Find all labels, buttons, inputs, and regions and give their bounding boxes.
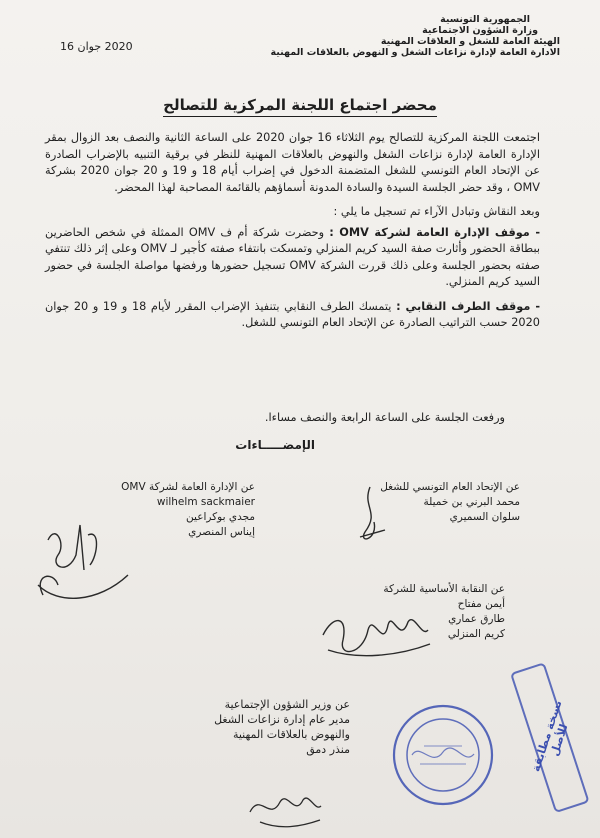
ministry-line: عن وزير الشؤون الإجتماعية — [224, 698, 350, 711]
signatory-name: طارق عماري — [448, 613, 505, 625]
signatory-name: سلوان السميري — [449, 511, 520, 523]
letterhead-line: الجمهورية التونسية — [440, 14, 530, 25]
signatory-name: إيناس المنصري — [188, 526, 255, 538]
omv-position-label: - موقف الإدارة العامة لشركة OMV : — [329, 225, 541, 239]
signatures-heading: الإمضـــــاءات — [235, 438, 315, 452]
handwritten-signature — [340, 482, 410, 552]
ugtt-heading: عن الإتحاد العام التونسي للشغل — [380, 481, 520, 493]
signatory-name: محمد البرني بن خميلة — [423, 496, 520, 508]
official-stamp-icon — [390, 702, 496, 808]
signatory-name: مجدي بوكراعين — [186, 511, 255, 523]
document-title — [60, 96, 540, 114]
letterhead-line: الهيئة العامة للشغل و العلاقات المهنية — [380, 36, 560, 47]
union-heading: عن النقابة الأساسية للشركة — [383, 583, 505, 595]
handwritten-signature — [28, 515, 138, 610]
discussion-paragraph: وبعد النقاش وتبادل الآراء تم تسجيل ما يلي : — [333, 205, 540, 218]
omv-position-text: وحضرت شركة أم ف OMV الممثلة في شخص الحاضرين ببطاقة الحضور وأثارت صفة السيد كريم المنزلي وتمسكت بانتفاء صفته كأجير لـ OMV وعلى إثر ذلك تنتفي صفته بحضور الجلسة وعلى ذلك قررت الشركة OMV تسجيل حضورها ورفضها مواصلة الجلسة في حضور السيد كريم المنزلي. — [45, 225, 540, 288]
union-position — [45, 299, 540, 332]
ministry-signatory — [214, 697, 350, 757]
letterhead — [260, 14, 560, 58]
letterhead-line: الادارة العامة لإدارة نزاعات الشغل و النهوض بالعلاقات المهنية — [270, 47, 560, 58]
ministry-line: والنهوض بالعلاقات المهنية — [232, 728, 350, 741]
letterhead-line: وزارة الشؤون الاجتماعية — [422, 25, 538, 36]
document-body — [45, 130, 540, 340]
title-text: محضر اجتماع اللجنة المركزية للتصالح — [163, 96, 437, 117]
document-date: 2020 جوان 16 — [60, 40, 133, 53]
intro-paragraph: اجتمعت اللجنة المركزية للتصالح يوم الثلاثاء 16 جوان 2020 على الساعة الثانية والنصف بعد الزوال بمقر الإدارة العامة لإدارة نزاعات الشغل والنهوض بالعلاقات المهنية للنظر في برقية التنبيه بالإضراب الصادرة عن الإتحاد العام التونسي للشغل المتضمنة الدخول في إضراب أيام 18 و 19 و 20 جوان 2020 بشركة OMV ، وقد حضر الجلسة السيدة والسادة المدونة أسماؤهم بالقائمة المصاحبة لهذا المحضر. — [45, 131, 541, 194]
true-copy-text: نسخة مطابقة للأصل — [529, 698, 571, 774]
handwritten-signature — [245, 782, 325, 832]
signatory-name: أيمن مفتاح — [457, 598, 505, 610]
ministry-line: منذر دمق — [306, 743, 350, 756]
union-position-text: يتمسك الطرف النقابي بتنفيذ الإضراب المقرر لأيام 18 و 19 و 20 جوان 2020 حسب التراتيب الصادرة عن الإتحاد العام التونسي للشغل. — [45, 299, 540, 329]
omv-heading: عن الإدارة العامة لشركة OMV — [121, 481, 255, 493]
signatory-name: wilhelm sackmaier — [156, 496, 255, 508]
handwritten-signature — [318, 600, 433, 665]
signatory-name: كريم المنزلي — [447, 628, 505, 640]
omv-signatories — [121, 480, 255, 540]
ministry-line: مدير عام إدارة نزاعات الشغل — [214, 713, 350, 726]
union-position-label: - موقف الطرف النقابي : — [396, 299, 541, 313]
closing-line: ورفعت الجلسة على الساعة الرابعة والنصف مساءا. — [264, 411, 505, 424]
omv-position — [45, 225, 540, 291]
true-copy-stamp — [510, 655, 590, 815]
